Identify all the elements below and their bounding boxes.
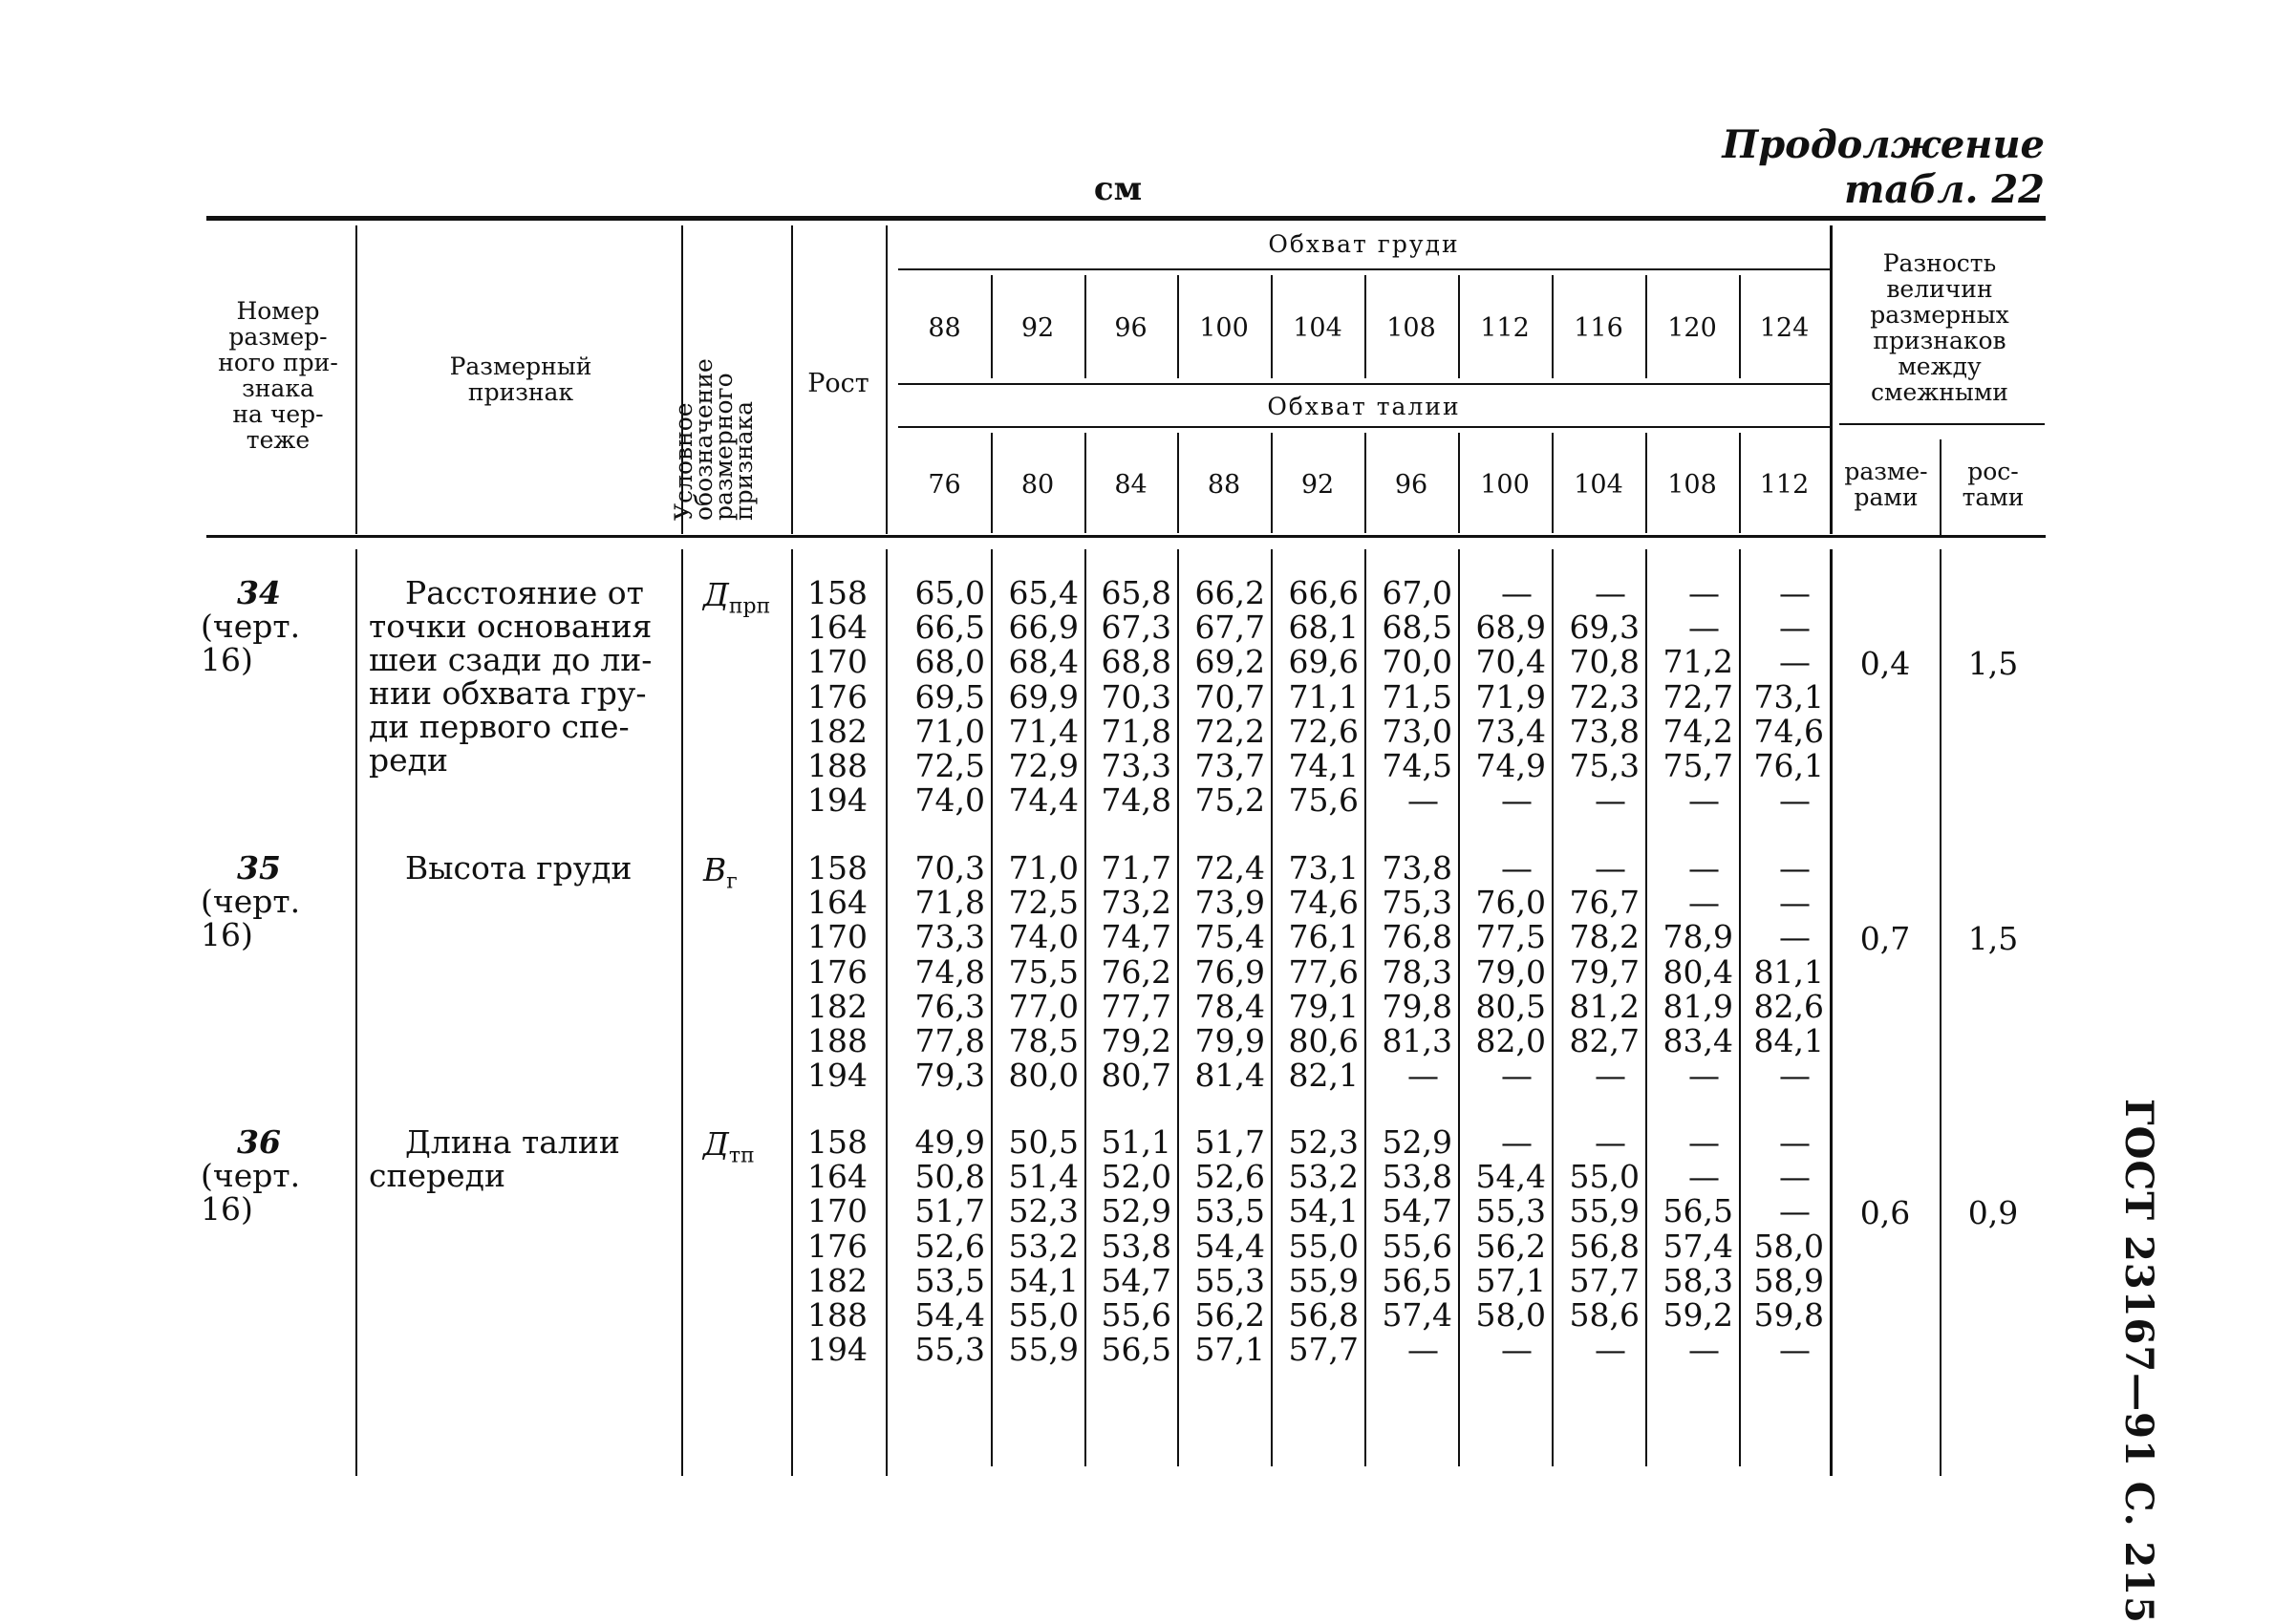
row-35-diff-heights: 1,5 — [1967, 920, 2019, 957]
waist-label-rule-top — [898, 383, 1830, 385]
row-36-col-100: 51,7 52,6 53,5 54,4 55,3 56,2 57,1 — [1194, 1123, 1265, 1369]
row-35-col-96: 71,7 73,2 74,7 76,2 77,7 79,2 80,7 — [1101, 849, 1171, 1095]
chest-girth-120: 120 — [1667, 313, 1717, 343]
row-36-col-120: — — 56,5 57,4 58,3 59,2 — — [1663, 1123, 1733, 1369]
header-difference: Разность величин размерных признаков между смежными — [1870, 249, 2009, 406]
row-34-col-116: — 69,3 70,8 72,3 73,8 75,3 — — [1569, 574, 1640, 820]
header-size-feature: Размерный признак — [449, 353, 592, 406]
body-divider-0 — [355, 549, 357, 1476]
chest-girth-100: 100 — [1199, 313, 1249, 343]
waist-girth-96: 96 — [1394, 470, 1428, 500]
chest-girth-92: 92 — [1020, 313, 1055, 343]
row-35-feature: Высота груди — [405, 849, 633, 887]
row-35-heights: 158 164 170 176 182 188 194 — [807, 849, 868, 1095]
row-36-col-108: 52,9 53,8 54,7 55,6 56,5 57,4 — — [1382, 1123, 1452, 1369]
row-36-id: 36 (черт. 16) — [201, 1123, 301, 1228]
row-35-col-124: — — — 81,1 82,6 84,1 — — [1753, 849, 1824, 1095]
header-divider-3 — [886, 225, 888, 534]
row-36-col-124: — — — 58,0 58,9 59,8 — — [1753, 1123, 1824, 1369]
row-34-col-124: — — — 73,1 74,6 76,1 — — [1753, 574, 1824, 820]
table-top-rule — [206, 216, 2046, 221]
row-36-symbol: $Д_{тп}$ — [703, 1125, 755, 1168]
body-diff-mid-divider — [1940, 549, 1941, 1476]
header-chest-girth: Обхват груди — [1268, 230, 1460, 258]
row-34-col-120: — — 71,2 72,7 74,2 75,7 — — [1663, 574, 1733, 820]
row-34-col-108: 67,0 68,5 70,0 71,5 73,0 74,5 — — [1382, 574, 1452, 820]
chest-girth-112: 112 — [1480, 313, 1530, 343]
row-34-col-112: — 68,9 70,4 71,9 73,4 74,9 — — [1475, 574, 1546, 820]
body-diff-divider — [1830, 549, 1833, 1476]
diff-left-divider — [1830, 225, 1833, 534]
row-34-col-92: 65,4 66,9 68,4 69,9 71,4 72,9 74,4 — [1008, 574, 1079, 820]
header-diff-sizes: разме- рами — [1844, 458, 1928, 511]
row-36-col-116: — 55,0 55,9 56,8 57,7 58,6 — — [1569, 1123, 1640, 1369]
row-34-col-100: 66,2 67,7 69,2 70,7 72,2 73,7 75,2 — [1194, 574, 1265, 820]
table-continuation-title: Продолжение табл. 22 — [1722, 122, 2045, 212]
row-36-col-96: 51,1 52,0 52,9 53,8 54,7 55,6 56,5 — [1101, 1123, 1171, 1369]
header-height: Рост — [807, 369, 869, 398]
row-35-col-104: 73,1 74,6 76,1 77,6 79,1 80,6 82,1 — [1288, 849, 1359, 1095]
row-35-col-112: — 76,0 77,5 79,0 80,5 82,0 — — [1475, 849, 1546, 1095]
waist-girth-100: 100 — [1480, 470, 1530, 500]
row-36-diff-sizes: 0,6 — [1859, 1194, 1911, 1231]
waist-girth-88: 88 — [1207, 470, 1241, 500]
row-34-col-96: 65,8 67,3 68,8 70,3 71,8 73,3 74,8 — [1101, 574, 1171, 820]
waist-girth-80: 80 — [1020, 470, 1055, 500]
waist-girth-108: 108 — [1667, 470, 1717, 500]
body-divider-1 — [681, 549, 683, 1476]
row-35-id: 35 (черт. 16) — [201, 849, 301, 953]
waist-girth-112: 112 — [1759, 470, 1810, 500]
header-diff-heights: рос- тами — [1962, 458, 2025, 511]
row-35-diff-sizes: 0,7 — [1859, 920, 1911, 957]
row-36-col-88: 49,9 50,8 51,7 52,6 53,5 54,4 55,3 — [914, 1123, 985, 1369]
row-35-col-120: — — 78,9 80,4 81,9 83,4 — — [1663, 849, 1733, 1095]
chest-label-rule — [898, 268, 1830, 270]
row-35-col-100: 72,4 73,9 75,4 76,9 78,4 79,9 81,4 — [1194, 849, 1265, 1095]
row-35-col-88: 70,3 71,8 73,3 74,8 76,3 77,8 79,3 — [914, 849, 985, 1095]
unit-label: см — [1093, 170, 1143, 208]
row-35-symbol: $В_г$ — [703, 851, 738, 894]
body-divider-3 — [886, 549, 888, 1476]
waist-girth-104: 104 — [1574, 470, 1623, 500]
row-35-col-92: 71,0 72,5 74,0 75,5 77,0 78,5 80,0 — [1008, 849, 1079, 1095]
chest-girth-104: 104 — [1293, 313, 1342, 343]
waist-label-rule-bottom — [898, 426, 1830, 428]
row-36-diff-heights: 0,9 — [1967, 1194, 2019, 1231]
header-divider-0 — [355, 225, 357, 534]
row-34-heights: 158 164 170 176 182 188 194 — [807, 574, 868, 820]
header-waist-girth: Обхват талии — [1267, 393, 1461, 420]
row-36-col-112: — 54,4 55,3 56,2 57,1 58,0 — — [1475, 1123, 1546, 1369]
row-36-heights: 158 164 170 176 182 188 194 — [807, 1123, 868, 1369]
header-symbol: Условное обозначение размерного признака — [670, 358, 758, 521]
row-34-col-104: 66,6 68,1 69,6 71,1 72,6 74,1 75,6 — [1288, 574, 1359, 820]
chest-girth-88: 88 — [928, 313, 961, 343]
row-34-col-88: 65,0 66,5 68,0 69,5 71,0 72,5 74,0 — [914, 574, 985, 820]
row-34-feature: Расстояние от точки основания шеи сзади до ли- нии обхвата гру- ди первого спе- реди — [369, 574, 653, 779]
row-34-symbol: $Д_{прп}$ — [703, 576, 771, 619]
row-35-col-108: 73,8 75,3 76,8 78,3 79,8 81,3 — — [1382, 849, 1452, 1095]
row-36-col-104: 52,3 53,2 54,1 55,0 55,9 56,8 57,7 — [1288, 1123, 1359, 1369]
waist-girth-92: 92 — [1300, 470, 1335, 500]
chest-girth-124: 124 — [1759, 313, 1810, 343]
chest-girth-116: 116 — [1574, 313, 1623, 343]
header-bottom-rule — [206, 535, 2046, 538]
waist-girth-84: 84 — [1114, 470, 1148, 500]
row-36-feature: Длина талии спереди — [369, 1123, 620, 1194]
chest-girth-108: 108 — [1386, 313, 1436, 343]
chest-girth-96: 96 — [1114, 313, 1148, 343]
page-side-label: ГОСТ 23167—91 С. 215 — [2116, 1099, 2161, 1624]
waist-girth-76: 76 — [928, 470, 961, 500]
row-34-diff-heights: 1,5 — [1967, 645, 2019, 682]
row-34-id: 34 (черт. 16) — [201, 574, 301, 678]
row-36-col-92: 50,5 51,4 52,3 53,2 54,1 55,0 55,9 — [1008, 1123, 1079, 1369]
row-35-col-116: — 76,7 78,2 79,7 81,2 82,7 — — [1569, 849, 1640, 1095]
row-34-diff-sizes: 0,4 — [1859, 645, 1911, 682]
diff-sub-rule — [1839, 423, 2045, 425]
header-size-number: Номер размер- ного при- знака на чер- теже — [218, 297, 338, 454]
